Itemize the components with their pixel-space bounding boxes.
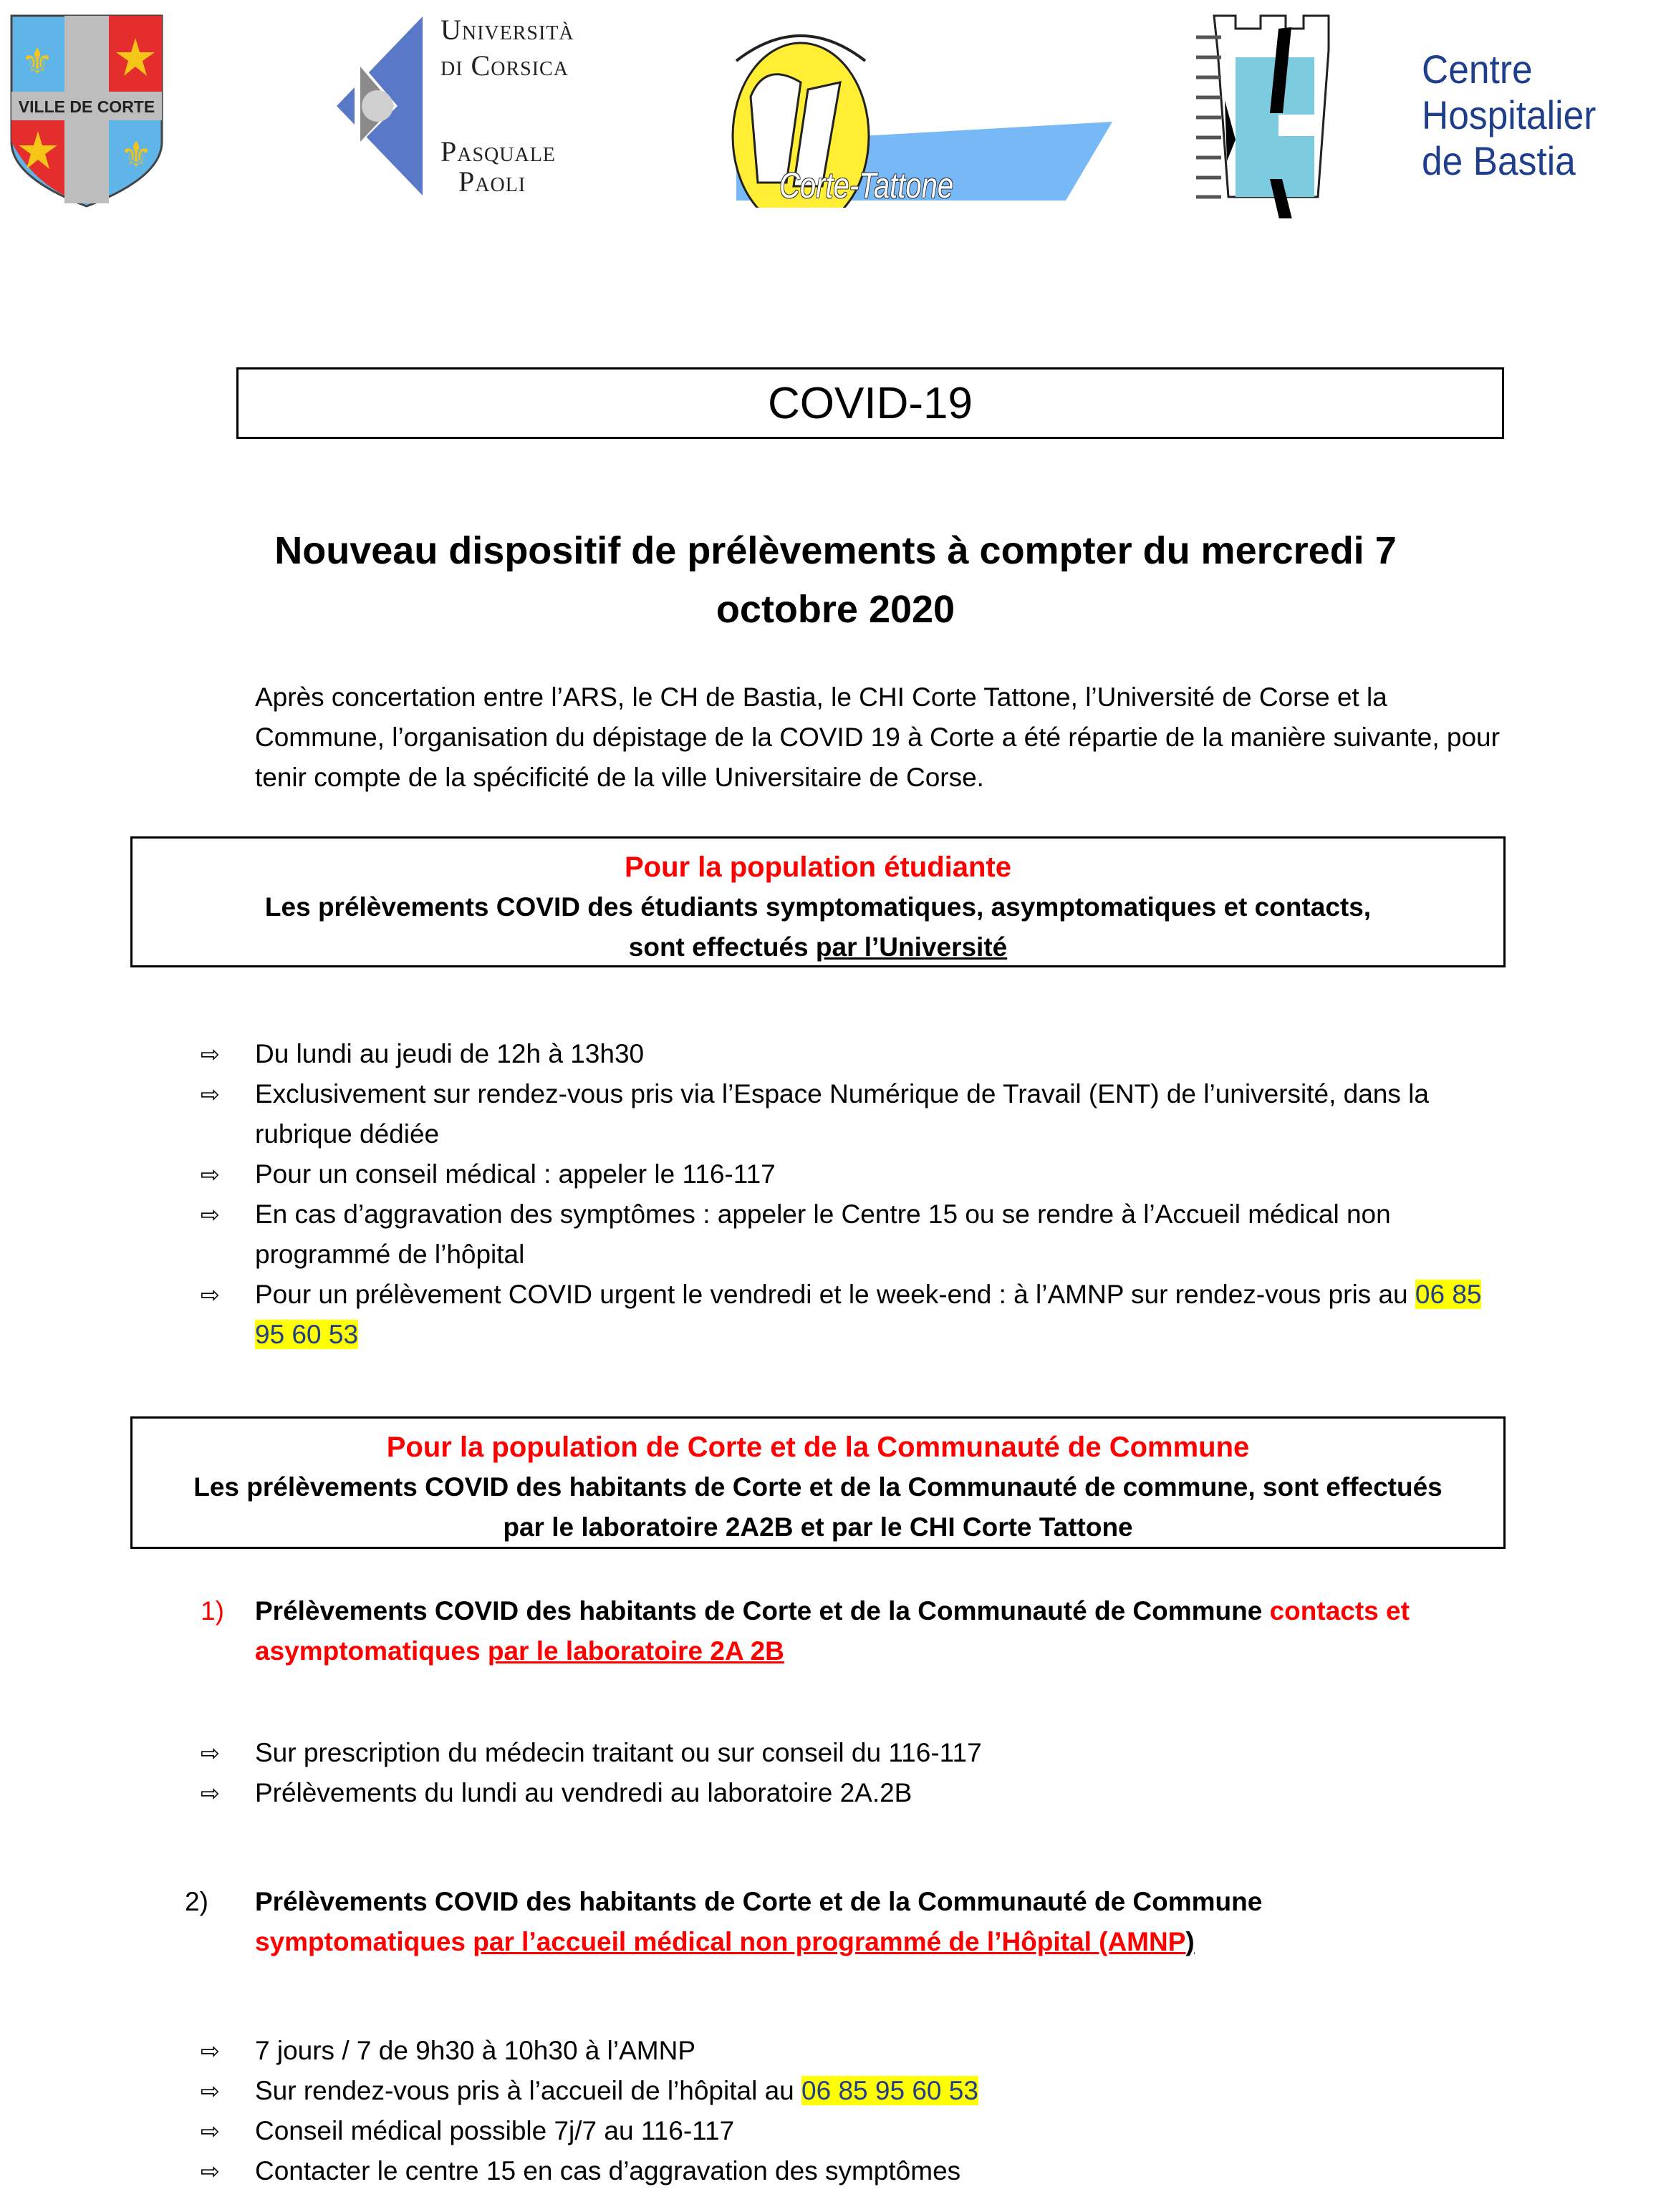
ch-corte-tattone-logo [722,18,1123,208]
ch-bastia-logo [1193,7,1651,218]
right-arrow-outline-icon: ⇨ [201,1780,220,1806]
coat-of-arms-icon [9,13,165,208]
covid-title: COVID-19 [768,378,973,428]
item-2-close-paren: ) [1185,1927,1195,1956]
item-1-red-underlined: par le laboratoire 2A 2B [487,1636,784,1666]
residents-section-line-1: Les prélèvements COVID des habitants de Corte et de la Communauté de commune, sont effectués [193,1472,1443,1502]
lab-bullet-list [185,1733,1510,1813]
right-arrow-outline-icon: ⇨ [201,2118,220,2144]
list-item [185,1074,1510,1154]
students-section-box [130,836,1506,967]
universita-di-corsica-logo [333,6,591,203]
list-item-text: Pour un conseil médical : appeler le 116-117 [255,1159,776,1189]
covid-title-box [236,367,1504,439]
students-section-title: Pour la population étudiante [625,851,1011,883]
corte-tattone-label: Corte-Tattone [779,165,954,206]
right-arrow-outline-icon: ⇨ [201,2078,220,2104]
amnp-bullet-list [185,2031,1510,2191]
right-arrow-outline-icon: ⇨ [201,1081,220,1107]
phone-number-highlight: 06 85 95 60 53 [801,2076,978,2105]
phone-number-highlight: 06 85 95 60 53 [255,1280,1482,1349]
main-heading-line-2: octobre 2020 [716,588,955,631]
item-1-text: Prélèvements COVID des habitants de Corte et de la Communauté de Commune [255,1596,1270,1626]
univ-line-1: Università [440,14,574,46]
students-section-line-1: Les prélèvements COVID des étudiants symptomatiques, asymptomatiques et contacts, [264,892,1372,922]
svg-text:⚜: ⚜ [120,135,153,175]
univ-line-2: di Corsica [440,49,569,82]
list-item [185,2071,1510,2111]
bastia-line-1: Centre [1422,47,1533,92]
item-1-red-text: contacts et asymptomatiques [255,1596,1410,1666]
svg-text:⚜: ⚜ [21,42,54,82]
list-item-text: Sur prescription du médecin traitant ou sur conseil du 116-117 [255,1738,982,1767]
list-item [185,1275,1510,1355]
residents-section-line-2: par le laboratoire 2A2B et par le CHI Corte Tattone [503,1512,1133,1542]
list-item [185,1773,1510,1813]
right-arrow-outline-icon: ⇨ [201,1282,220,1308]
right-arrow-outline-icon: ⇨ [201,2038,220,2064]
students-section-line-2 [133,927,1503,967]
right-arrow-outline-icon: ⇨ [201,1161,220,1187]
list-item-text: En cas d’aggravation des symptômes : appeler le Centre 15 ou se rendre à l’Accueil médical non programmé de l’hôpital [255,1199,1391,1269]
right-arrow-outline-icon: ⇨ [201,1740,220,1766]
univ-line-4: Paoli [458,165,526,198]
list-item-text: 7 jours / 7 de 9h30 à 10h30 à l’AMNP [255,2036,695,2065]
item-2-red-text: symptomatiques [255,1927,473,1956]
bastia-line-3: de Bastia [1422,138,1576,183]
main-heading [215,521,1456,639]
numbered-item-2 [185,1882,1510,1962]
students-line-2-underlined: par l’Université [815,932,1008,962]
list-item-text: Contacter le centre 15 en cas d’aggravation des symptômes [255,2156,961,2186]
list-item-text: Du lundi au jeudi de 12h à 13h30 [255,1039,645,1068]
list-item [185,1194,1510,1275]
item-2-text: Prélèvements COVID des habitants de Corte et de la Communauté de Commune [255,1887,1263,1916]
intro-paragraph: Après concertation entre l’ARS, le CH de Bastia, le CHI Corte Tattone, l’Université de Corse et la Commune, l’organisation du dépistage de la COVID 19 à Corte a été répartie de la manière suivante, pour tenir compte de la spécificité de la ville Universitaire de Corse. [255,682,1500,792]
svg-text:VILLE DE CORTE: VILLE DE CORTE [18,97,155,116]
diamond-emblem-icon [333,6,440,203]
list-item-text: Exclusivement sur rendez-vous pris via l’Espace Numérique de Travail (ENT) de l’université, dans la rubrique dédiée [255,1079,1429,1149]
residents-section-title: Pour la population de Corte et de la Communauté de Commune [386,1431,1250,1463]
item-2-red-underlined: par l’accueil médical non programmé de l’Hôpital (AMNP [473,1927,1186,1956]
tower-h-icon [1193,7,1415,218]
list-item-text: Prélèvements du lundi au vendredi au laboratoire 2A.2B [255,1778,912,1807]
list-item-text: Pour un prélèvement COVID urgent le vendredi et le week-end : à l’AMNP sur rendez-vous pris au [255,1280,1415,1309]
item-number: 1) [201,1596,224,1626]
right-arrow-outline-icon: ⇨ [201,1041,220,1067]
univ-line-3: Pasquale [440,135,556,168]
ville-de-corte-logo [9,13,165,208]
list-item [185,1154,1510,1194]
residents-section-box [130,1416,1506,1549]
list-item-text: Sur rendez-vous pris à l’accueil de l’hôpital au [255,2076,802,2105]
right-arrow-outline-icon: ⇨ [201,2158,220,2184]
right-arrow-outline-icon: ⇨ [201,1202,220,1227]
list-item-text: Conseil médical possible 7j/7 au 116-117 [255,2116,735,2145]
list-item [185,2111,1510,2151]
bastia-line-2: Hospitalier [1422,92,1597,137]
list-item [185,2151,1510,2191]
list-item [185,1733,1510,1773]
main-heading-line-1: Nouveau dispositif de prélèvements à compter du mercredi 7 [274,529,1397,572]
item-number: 2) [185,1887,208,1916]
list-item [185,1034,1510,1074]
list-item [185,2031,1510,2071]
numbered-item-1 [201,1591,1504,1671]
students-bullet-list [185,1034,1510,1355]
students-line-2-prefix: sont effectués [628,932,816,962]
